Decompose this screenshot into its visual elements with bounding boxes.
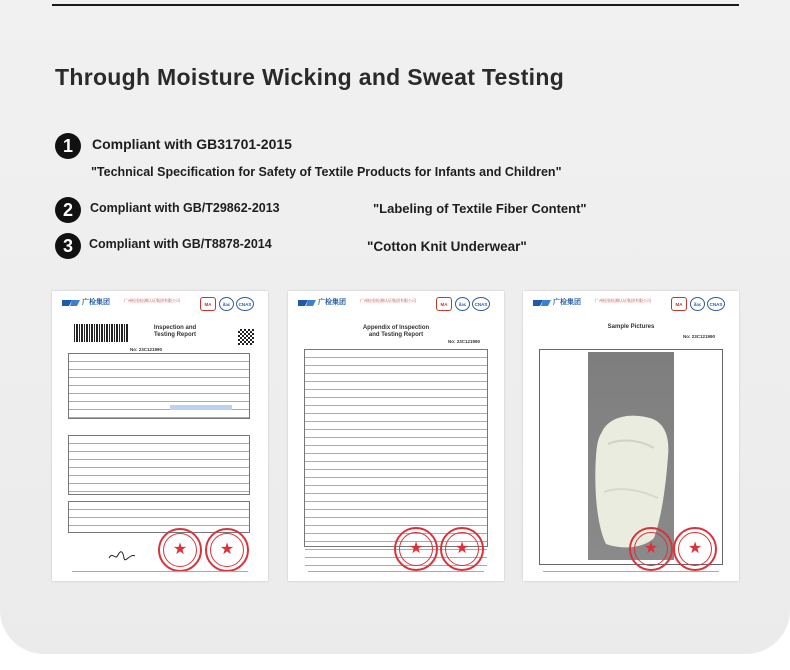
top-divider [52, 4, 739, 6]
certificate-header [533, 297, 731, 311]
org-name: 广州检验检测认证集团有限公司 [124, 298, 180, 303]
number-badge-3: 3 [55, 233, 81, 259]
cnas-badge-icon: CNAS [707, 297, 725, 311]
certificate-title: Sample Pictures [607, 324, 655, 330]
report-number: No: 23C121990 [683, 334, 716, 339]
cnas-badge-icon: CNAS [472, 297, 490, 311]
test-results-table [68, 435, 250, 495]
qr-code-icon [238, 329, 254, 345]
gttc-logo-icon [533, 298, 551, 308]
org-name: 广州检验检测认证集团有限公司 [595, 298, 651, 303]
number-badge-1: 1 [55, 133, 81, 159]
ilac-badge-icon: ilac [455, 297, 470, 311]
gttc-logo-icon [298, 298, 316, 308]
appendix-results-table [304, 349, 488, 547]
red-seal-stamp-icon: ★ [394, 527, 438, 571]
certificate-inspection-report[interactable] [52, 291, 268, 581]
compliance-label-2: Compliant with GB/T29862-2013 [90, 201, 280, 215]
gttc-logo-icon [62, 298, 80, 308]
certificate-header [298, 297, 496, 311]
footer-line [72, 571, 248, 575]
compliance-label-3: Compliant with GB/T8878-2014 [89, 237, 272, 251]
cnas-badge-icon: CNAS [236, 297, 254, 311]
ma-badge-icon: MA [436, 297, 452, 311]
compliance-label-1: Compliant with GB31701-2015 [92, 136, 292, 152]
ilac-badge-icon: ilac [690, 297, 705, 311]
logo-text: 广检集团 [553, 299, 581, 306]
red-seal-stamp-icon: ★ [205, 528, 249, 572]
ma-badge-icon: MA [200, 297, 216, 311]
highlighted-text [170, 405, 232, 410]
logo-text: 广检集团 [318, 299, 346, 306]
compliance-spec-3: "Cotton Knit Underwear" [367, 239, 527, 254]
section-heading: Through Moisture Wicking and Sweat Testing [55, 64, 565, 90]
report-number: No: 23C121990 [448, 339, 481, 344]
ma-badge-icon: MA [671, 297, 687, 311]
certificate-header [62, 297, 260, 311]
certificate-title: Inspection and Testing Report [153, 325, 197, 338]
red-seal-stamp-icon: ★ [629, 527, 673, 571]
compliance-spec-1: "Technical Specification for Safety of Textile Products for Infants and Children" [91, 165, 562, 179]
footer-line [308, 571, 484, 575]
certificate-sample-pictures[interactable] [523, 291, 739, 581]
number-badge-2: 2 [55, 197, 81, 223]
certificate-title: Appendix of Inspection and Testing Report [362, 325, 430, 338]
ilac-badge-icon: ilac [219, 297, 234, 311]
report-number: No: 23C121990 [130, 347, 163, 352]
red-seal-stamp-icon: ★ [158, 528, 202, 572]
certificate-appendix-report[interactable] [288, 291, 504, 581]
red-seal-stamp-icon: ★ [673, 527, 717, 571]
compliance-spec-2: "Labeling of Textile Fiber Content" [373, 201, 587, 216]
org-name: 广州检验检测认证集团有限公司 [360, 298, 416, 303]
logo-text: 广检集团 [82, 299, 110, 306]
footer-line [543, 571, 719, 575]
signature-icon [108, 549, 136, 563]
red-seal-stamp-icon: ★ [440, 527, 484, 571]
